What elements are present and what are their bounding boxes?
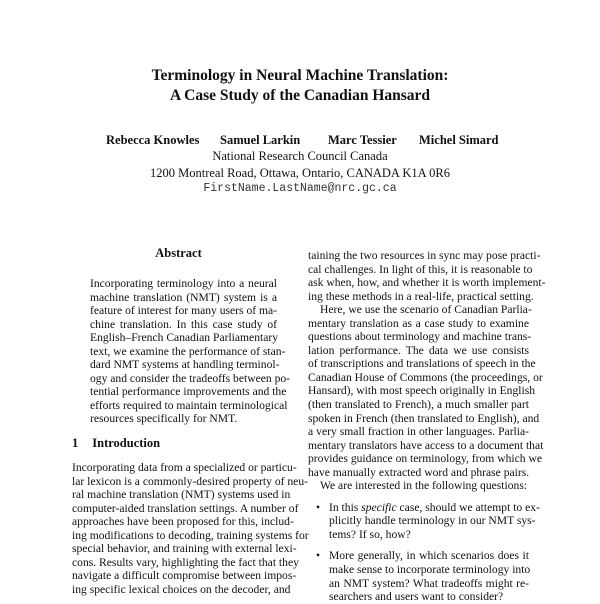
text-line: Here, we use the scenario of Canadian Parlia- xyxy=(320,303,532,317)
emphasis: specific xyxy=(361,500,397,514)
affiliation xyxy=(0,148,600,198)
author: Michel Simard xyxy=(419,133,499,147)
text-line: Hansard), with most speech originally in English xyxy=(308,384,536,398)
text-line: text, we examine the performance of stan- xyxy=(90,344,286,358)
text-line: ing specific lexical choices on the decoder, and xyxy=(72,582,291,596)
text-line: special behavior, and training with external lexi- xyxy=(72,542,297,556)
text-line: tential performance improvements and the xyxy=(90,385,287,399)
right-column xyxy=(308,249,546,604)
text-line: Incorporating data from a specialized or particu- xyxy=(72,461,297,475)
text-line: cal challenges. In light of this, it is reasonable to xyxy=(308,262,533,276)
title-line: Terminology in Neural Machine Translation: xyxy=(151,67,449,84)
text-line: resources specifically for NMT. xyxy=(90,412,238,426)
text-line: More generally, in which scenarios does it xyxy=(329,549,529,563)
text-line: Canadian House of Commons (the proceedings, or xyxy=(308,370,543,384)
text-line: ask when, how, and whether it is worth implement- xyxy=(308,276,546,290)
text-line: ral machine translation (NMT) systems used in xyxy=(72,488,291,502)
text-line: dard NMT systems at handling terminol- xyxy=(90,358,280,372)
author: Samuel Larkin xyxy=(220,133,301,147)
title-line: A Case Study of the Canadian Hansard xyxy=(169,87,431,104)
text-line: searchers and users want to consider? xyxy=(329,590,504,604)
text-line: machine translation (NMT) system is a xyxy=(90,290,277,304)
text-line: provides guidance on terminology, from which we xyxy=(308,452,542,466)
bullet-item xyxy=(308,549,529,603)
text-line: We are interested in the following questions: xyxy=(320,479,528,493)
text-line: taining the two resources in sync may pose practi- xyxy=(308,249,541,262)
text-line: computer-aided translation settings. A number of xyxy=(72,501,299,515)
text-line: (then translated to French), a much smaller part xyxy=(308,398,529,412)
abstract-heading: Abstract xyxy=(155,246,202,260)
section-title: Introduction xyxy=(92,436,161,451)
text-span: case, should we attempt to ex- xyxy=(396,500,540,514)
text-line: chine translation. In this case study of xyxy=(90,317,277,331)
text-line: have manually extracted word and phrase pairs. xyxy=(308,465,530,479)
section-number: 1 xyxy=(72,436,79,451)
section-heading xyxy=(72,437,285,461)
author: Marc Tessier xyxy=(328,133,397,147)
text-line: efforts required to maintain terminological xyxy=(90,398,288,412)
text-line: ing modifications to decoding, training systems for xyxy=(72,528,309,542)
text-line: lar lexicon is a commonly-desired property of neu- xyxy=(72,474,308,488)
text-line: of transcriptions and translations of speech in the xyxy=(308,357,536,371)
intro-body xyxy=(72,461,309,596)
text-line: Incorporating terminology into a neural xyxy=(90,277,277,290)
text-line: feature of interest for many users of ma- xyxy=(90,304,278,318)
bullet-icon: • xyxy=(316,549,321,563)
text-line: plicitly handle terminology in our NMT sys- xyxy=(329,514,536,528)
abstract-body xyxy=(72,277,291,426)
text-line: an NMT system? What tradeoffs might re- xyxy=(329,576,529,590)
text-line: tems? If so, how? xyxy=(329,527,411,541)
bullet-item xyxy=(308,500,540,542)
paper-title xyxy=(0,66,600,106)
text-line: mentary translators have access to a document that xyxy=(308,438,544,452)
author: Rebecca Knowles xyxy=(106,133,200,147)
text-line: approaches have been proposed for this, includ- xyxy=(72,515,294,529)
text-line: mentary translation as a case study to examine xyxy=(308,316,529,330)
email: FirstName.LastName@nrc.gc.ca xyxy=(203,182,397,195)
address: 1200 Montreal Road, Ottawa, Ontario, CANADA K1A 0R6 xyxy=(150,165,450,180)
left-column xyxy=(72,246,309,596)
text-line: questions about terminology and machine trans- xyxy=(308,330,532,344)
text-line: make sense to incorporate terminology into xyxy=(329,563,531,577)
bullet-icon: • xyxy=(316,500,321,514)
text-line: ing these methods in a real-life, practical setting. xyxy=(308,289,534,303)
institution: National Research Council Canada xyxy=(212,149,388,163)
text-span: In this xyxy=(329,500,362,514)
text-line: a very small fraction in other languages. Parlia- xyxy=(308,425,529,439)
text-line: spoken in French (then translated to English), and xyxy=(308,411,540,425)
text-line: cons. Results vary, highlighting the fact that they xyxy=(72,555,299,569)
text-line: lation performance. The data we use consists xyxy=(308,343,529,357)
text-line: English–French Canadian Parliamentary xyxy=(90,331,279,345)
text-line: ogy and consider the tradeoffs between po- xyxy=(90,371,291,385)
text-line: navigate a difficult compromise between impos- xyxy=(72,569,297,583)
